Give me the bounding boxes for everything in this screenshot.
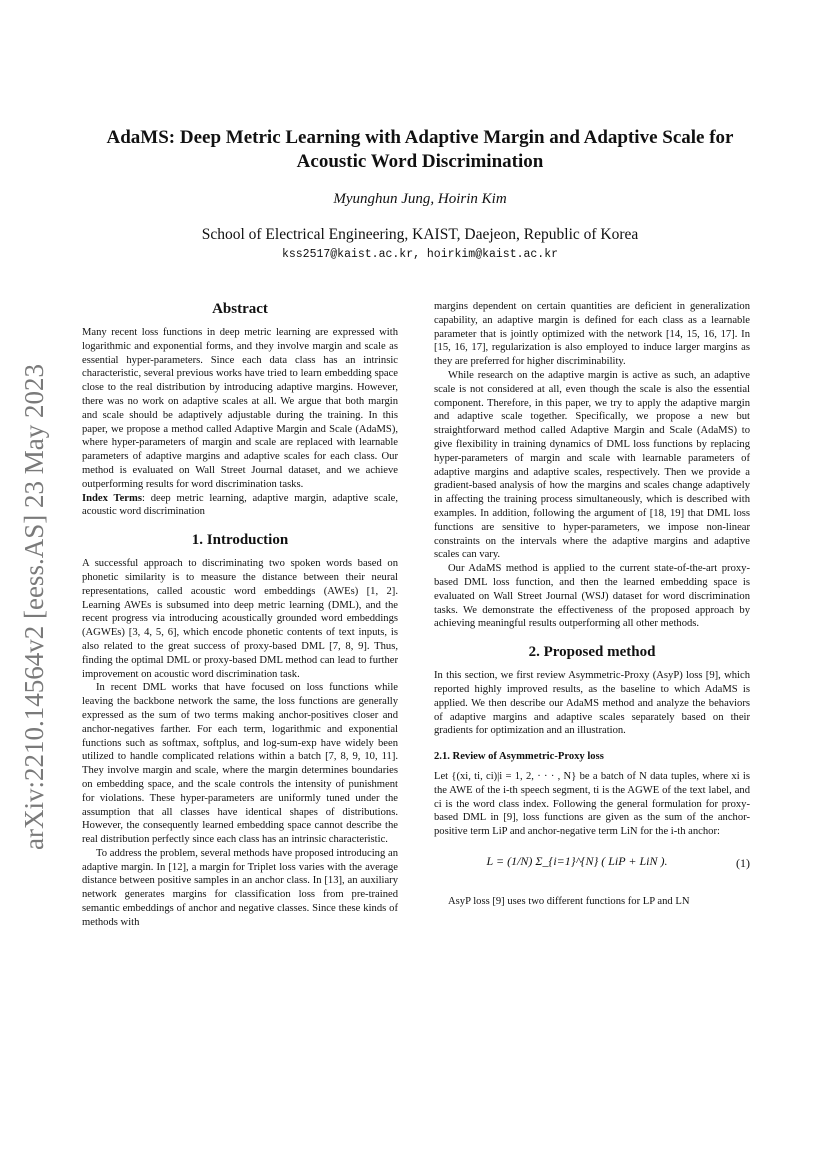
paper-title: AdaMS: Deep Metric Learning with Adaptive Margin and Adaptive Scale for Acoustic Word Discrimination — [106, 127, 734, 172]
equation-1 — [434, 845, 750, 889]
asyp-paragraph: Let {(xi, ti, ci)|i = 1, 2, · · · , N} be a batch of N data tuples, where xi is the AWE of the i-th speech segment, ti is the AGWE of the text label, and ci is the word class index. Following the general formulation for proxy-based DML in [9], loss functions are given as the sum of the anchor-positive term LiP and anchor-negative term LiN for the i-th anchor: — [434, 770, 750, 838]
right-paragraph-2: While research on the adaptive margin is active as such, an adaptive scale is not considered at all, even though the scale is also the essential component. Therefore, in this paper, we try to apply the adaptive margin and adaptive scale together. Specifically, we propose a new but straightforward method called Adaptive Margin and Scale (AdaMS) to give flexibility in training dynamics of DML loss functions by replacing hyper-parameters of margin and scale with learnable parameters of adaptive margins and adaptive scales, respectively. Then we provide a gradient-based analysis of how the margins and scales change adaptively in affecting the training process simultaneously, which is described with examples. In addition, following the argument of [18, 19] that DML loss functions are sensitive to hyper-parameters, we impose non-linear constraints on the intervals where the adaptive margins and adaptive scales can vary. — [434, 369, 750, 561]
equation-expression: L = (1/N) Σ_{i=1}^{N} ( LiP + LiN ). — [486, 853, 668, 868]
intro-paragraph-1: A successful approach to discriminating two spoken words based on phonetic similarity is to measure the distance between their neural representations, called acoustic word embeddings (AWEs) [1, 2]. Learning AWEs is subsumed into deep metric learning (DML), and the recent progress via introducing acoustically grounded word embeddings (AGWEs) [3, 4, 5, 6], which encode phonetic contents of text inputs, is also related to the great success of proxy-based DML [7, 8, 9]. Thus, finding the optimal DML or proxy-based DML method can lead to further improvement on acoustic word discrimination task. — [82, 558, 398, 680]
right-paragraph-3: Our AdaMS method is applied to the current state-of-the-art proxy-based DML loss function, and then the learned embedding space is evaluated on Wall Street Journal (WSJ) dataset for word discrimination tasks. We demonstrate the effectiveness of the proposed approach by achieving meaningful results outperforming all other methods. — [434, 563, 750, 630]
intro-paragraph-2: In recent DML works that have focused on loss functions while leaving the backbone network the same, the loss functions are generally expressed as the sum of two terms making anchor-positives closer and anchor-negatives farther. For each term, logarithmic and exponential functions such as softmax, softplus, and log-sum-exp have widely been utilized to handle complicated relations within a batch [7, 8, 9, 10, 11]. They involve margin and scale, where the margin determines boundaries on embedding space, and the scale controls the intensity of punishment for violations. These hyper-parameters are uniformly tuned under the assumption that all classes have identical shapes of distributions. However, the consequently learned embedding space cannot describe the real distribution perfectly since each class has an intrinsic characteristic. — [82, 682, 398, 846]
asyp-subheading: 2.1. Review of Asymmetric-Proxy loss — [434, 751, 604, 763]
left-column — [82, 300, 398, 930]
method-paragraph: In this section, we first review Asymmetric-Proxy (AsyP) loss [9], which reported highly improved results, as the baseline to which AdaMS is applied. We then describe our AdaMS method and analyze the behaviors of adaptive margins and adaptive scales separately based on their gradients for optimization and an illustration. — [434, 670, 750, 737]
index-terms — [82, 492, 398, 520]
abstract-text: Many recent loss functions in deep metric learning are expressed with logarithmic and exponential forms, and they involve margin and scale as essential hyper-parameters. Since each data class has an intrinsic characteristic, several previous works have tried to learn embedding space close to the real distribution by introducing adaptive margins. However, there was no work on adaptive scales at all. We argue that both margin and scale should be adaptively adjustable during the training. In this paper, we propose a method called Adaptive Margin and Scale (AdaMS), where hyper-parameters of margin and scale are replaced with learnable parameters of adaptive margins and adaptive scales for each class. Our method is evaluated on Wall Street Journal dataset, and we achieve outperforming results for word discrimination tasks. — [82, 327, 398, 490]
index-terms-text: : deep metric learning, adaptive margin, adaptive scale, acoustic word discrimination — [82, 492, 398, 518]
paper-affiliation: School of Electrical Engineering, KAIST, Daejeon, Republic of Korea — [201, 226, 639, 243]
paper-authors: Myunghun Jung, Hoirin Kim — [333, 191, 507, 207]
intro-heading: 1. Introduction — [191, 532, 289, 549]
arxiv-identifier: arXiv:2210.14564v2 [eess.AS] 23 May 2023 — [19, 364, 49, 850]
index-terms-label: Index Terms — [82, 492, 142, 504]
paper-emails: kss2517@kaist.ac.kr, hoirkim@kaist.ac.kr — [281, 248, 559, 261]
abstract-heading: Abstract — [212, 301, 268, 317]
intro-paragraph-3: To address the problem, several methods have proposed introducing an adaptive margin. In [12], a margin for Triplet loss varies with the average distance between positive samples in an anchor class. In [13], an auxiliary network generates margins for classification loss from pre-trained semantic embeddings of anchor and negative classes. Since these kinds of methods with — [82, 847, 398, 928]
asyp-paragraph-2: AsyP loss [9] uses two different functions for LP and LN — [448, 895, 690, 907]
right-paragraph-1: margins dependent on certain quantities are deficient in generalization capability, an adaptive margin is defined for each class as a learnable parameter that is jointly optimized with the network [14, 15, 16, 17]. In [15, 16, 17], regularization is also employed to induce larger margins as they are preferred for higher discriminability. — [434, 301, 750, 368]
right-column — [434, 300, 750, 909]
equation-number: (1) — [736, 855, 750, 870]
method-heading: 2. Proposed method — [528, 644, 656, 661]
